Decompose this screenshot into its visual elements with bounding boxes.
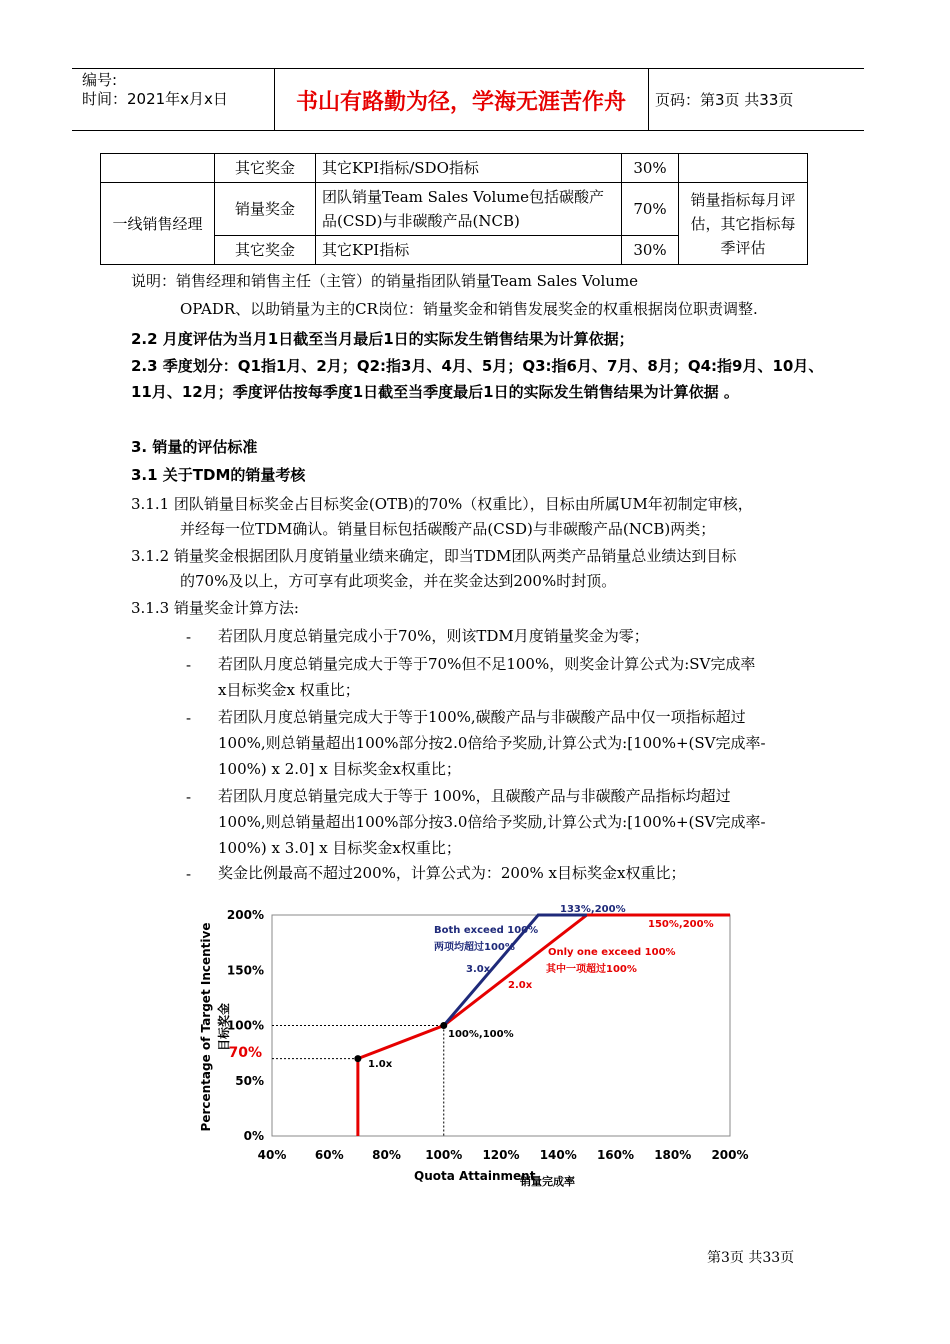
table-cell: 其它KPI指标/SDO指标	[316, 154, 622, 183]
x-tick-label: 60%	[314, 1148, 344, 1162]
bullet-text-cont: 100%,则总销量超出100%部分按2.0倍给予奖励,计算公式为:[100%+(SV完成率-	[218, 734, 766, 752]
para-3-1-3: 3.1.3 销量奖金计算方法:	[131, 599, 299, 617]
para-3-1-2: 3.1.2 销量奖金根据团队月度销量业绩来确定，即当TDM团队两类产品销量总业绩达到目标	[131, 547, 737, 565]
y-axis-label-cn: 目标奖金	[217, 1002, 231, 1052]
page-header	[72, 68, 864, 131]
explain-line: OPADR、以助销量为主的CR岗位：销量奖金和销售发展奖金的权重根据岗位职责调整.	[180, 300, 758, 318]
bullet-dash: -	[186, 656, 192, 674]
header-meta	[82, 71, 277, 109]
page-footer: 第3页 共33页	[707, 1250, 795, 1266]
bullet-dash: -	[186, 628, 192, 646]
y-highlight-70: 70%	[228, 1045, 262, 1061]
y-tick-label: 150%	[226, 963, 264, 978]
x-tick-label: 100%	[425, 1148, 463, 1162]
annotation-both-cn: 两项均超过100%	[434, 942, 515, 953]
bullet-text: 若团队月度总销量完成大于等于70%但不足100%，则奖金计算公式为:SV完成率	[218, 655, 756, 673]
table-cell: 70%	[622, 183, 679, 236]
section-2-3: 2.3 季度划分：Q1指1月、2月；Q2:指3月、4月、5月；Q3:指6月、7月、8月；Q4:指9月、10月、	[131, 357, 824, 375]
annotation-both-rate: 3.0x	[466, 964, 491, 975]
bullet-text-cont: 100%) x 3.0] x 目标奖金x权重比；	[218, 839, 461, 857]
table-cell	[679, 154, 808, 183]
bullet-text-cont: 100%) x 2.0] x 目标奖金x权重比；	[218, 760, 461, 778]
data-point-70	[354, 1055, 361, 1062]
bullet-dash: -	[186, 709, 192, 727]
table-cell-note: 销量指标每月评估，其它指标每季评估	[679, 183, 808, 265]
section-2-2: 2.2 月度评估为当月1日截至当月最后1日的实际发生销售结果为计算依据；	[131, 330, 634, 348]
y-axis-label-en: Percentage of Target Incentive	[199, 922, 213, 1132]
x-tick-label: 40%	[257, 1148, 287, 1162]
bullet-text-cont: 100%,则总销量超出100%部分按3.0倍给予奖励,计算公式为:[100%+(SV完成率-	[218, 813, 766, 831]
table-row	[101, 154, 808, 183]
y-tick-label: 50%	[235, 1073, 264, 1088]
table-cell: 其它奖金	[215, 154, 316, 183]
annotation-one-en: Only one exceed 100%	[548, 947, 676, 958]
header-divider	[648, 69, 649, 130]
table-cell: 其它奖金	[215, 236, 316, 265]
bullet-text: 若团队月度总销量完成大于等于 100%，且碳酸产品与非碳酸产品指标均超过	[218, 787, 731, 805]
para-3-1-2-cont: 的70%及以上，方可享有此项奖金，并在奖金达到200%时封顶。	[180, 572, 617, 590]
section-2-3-cont: 11月、12月；季度评估按每季度1日截至当季度最后1日的实际发生销售结果为计算依据 。	[131, 383, 739, 401]
bullet-dash: -	[186, 788, 192, 806]
incentive-chart	[190, 895, 770, 1195]
x-axis-label-cn: 销量完成率	[520, 1175, 575, 1188]
data-point-100	[440, 1022, 447, 1029]
annotation-point-150: 150%,200%	[648, 919, 714, 930]
x-tick-label: 180%	[654, 1148, 692, 1162]
header-motto: 书山有路勤为径，学海无涯苦作舟	[295, 90, 626, 115]
section-3-heading: 3. 销量的评估标准	[131, 438, 258, 456]
annotation-both-en: Both exceed 100%	[434, 925, 539, 936]
y-tick-label: 100%	[226, 1018, 264, 1033]
bonus-table	[100, 153, 808, 265]
para-3-1-1: 3.1.1 团队销量目标奖金占目标奖金(OTB)的70%（权重比），目标由所属UM年初制定审核，	[131, 495, 753, 513]
x-tick-label: 80%	[372, 1148, 401, 1162]
bullet-text-cont: x目标奖金x 权重比；	[218, 681, 360, 699]
x-tick-label: 160%	[596, 1148, 635, 1162]
bullet-text: 奖金比例最高不超过200%，计算公式为：200% x目标奖金x权重比；	[218, 864, 686, 882]
y-axis-ticks	[227, 908, 264, 1143]
table-cell: 30%	[622, 236, 679, 265]
table-cell: 其它KPI指标	[316, 236, 622, 265]
header-page-number: 页码：第3页 共33页	[655, 91, 794, 109]
x-tick-label: 200%	[711, 1148, 749, 1162]
bullet-dash: -	[186, 865, 192, 883]
x-tick-label: 140%	[539, 1148, 577, 1162]
table-cell: 团队销量Team Sales Volume包括碳酸产品(CSD)与非碳酸产品(NCB)	[316, 183, 622, 236]
annotation-base-rate: 1.0x	[368, 1059, 393, 1070]
table-row	[101, 183, 808, 236]
annotation-point-100: 100%,100%	[448, 1029, 514, 1040]
section-3-1-heading: 3.1 关于TDM的销量考核	[131, 466, 306, 484]
annotation-point-133: 133%,200%	[560, 904, 626, 915]
table-cell	[101, 154, 215, 183]
x-axis-ticks	[258, 1148, 749, 1162]
explain-line: 说明：销售经理和销售主任（主管）的销量指团队销量Team Sales Volume	[131, 272, 639, 290]
time-label: 时间：2021年x月x日	[82, 90, 228, 108]
bullet-text: 若团队月度总销量完成小于70%，则该TDM月度销量奖金为零；	[218, 627, 649, 645]
number-label: 编号:	[82, 71, 118, 89]
annotation-one-rate: 2.0x	[508, 980, 533, 991]
annotation-one-cn: 其中一项超过100%	[546, 964, 637, 975]
table-cell-group: 一线销售经理	[101, 183, 215, 265]
y-tick-label: 200%	[226, 908, 264, 922]
bullet-text: 若团队月度总销量完成大于等于100%,碳酸产品与非碳酸产品中仅一项指标超过	[218, 708, 746, 726]
x-tick-label: 120%	[482, 1148, 520, 1162]
para-3-1-1-cont: 并经每一位TDM确认。销量目标包括碳酸产品(CSD)与非碳酸产品(NCB)两类；	[180, 520, 716, 538]
table-cell: 销量奖金	[215, 183, 316, 236]
y-tick-label: 0%	[243, 1129, 264, 1143]
table-cell: 30%	[622, 154, 679, 183]
x-axis-label-en: Quota Attainment	[414, 1169, 536, 1183]
